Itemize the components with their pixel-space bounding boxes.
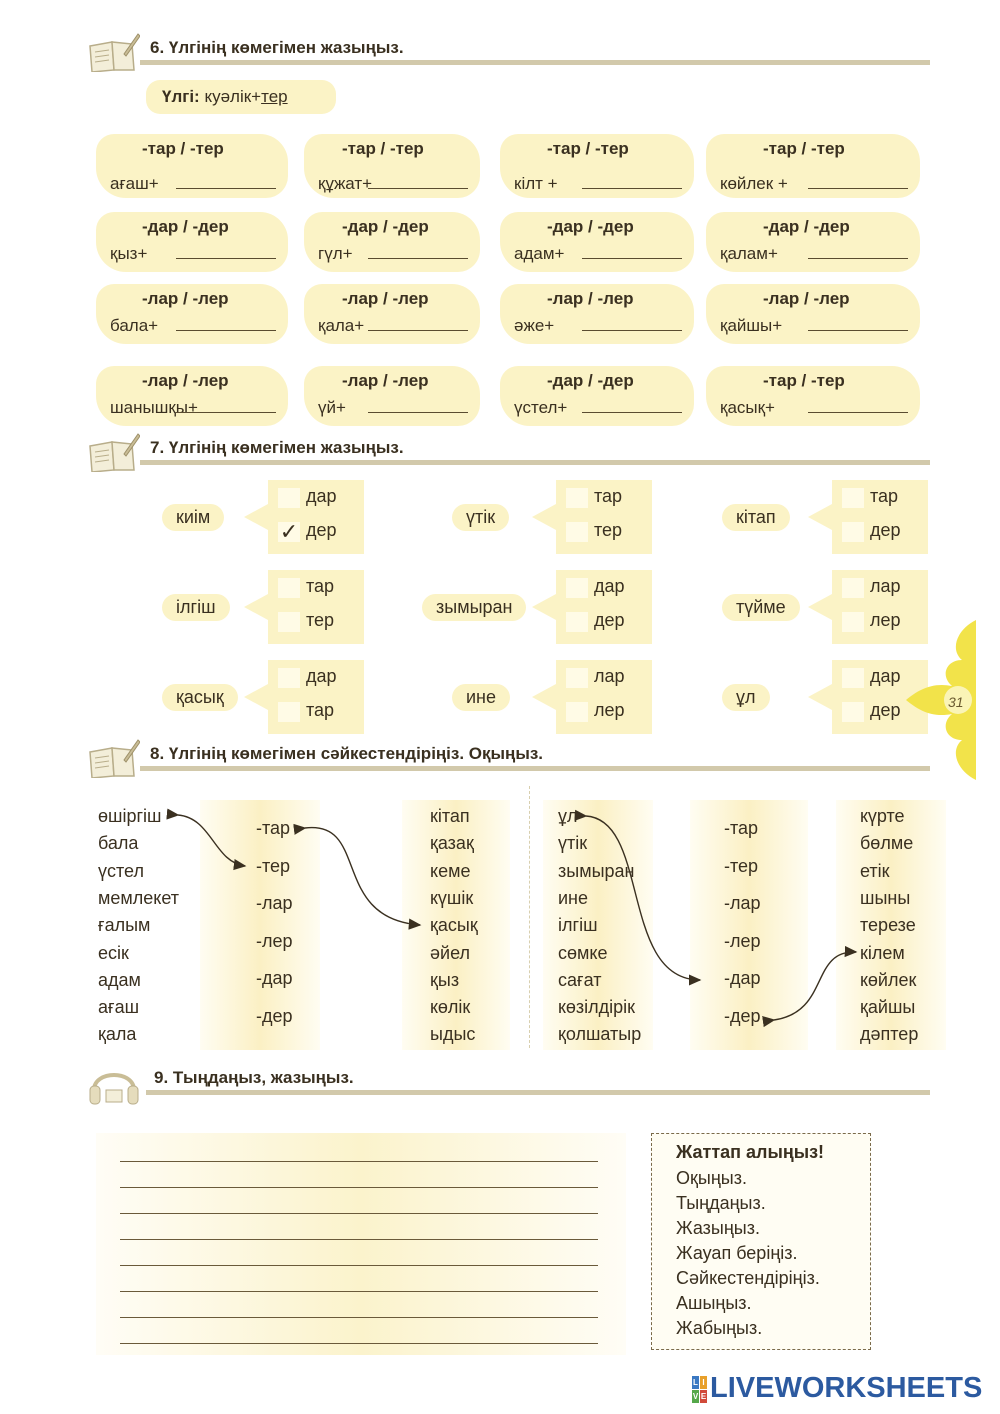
- writing-line[interactable]: [120, 1317, 598, 1318]
- card-suffix: -тар / -тер: [342, 139, 424, 158]
- logo-letter-e: E: [700, 1392, 707, 1401]
- match-word-left-target[interactable]: күшік: [430, 887, 474, 908]
- logo-letter-i: I: [700, 1376, 707, 1389]
- option-label: тар: [594, 486, 623, 506]
- match-suffix-left[interactable]: -лер: [256, 930, 293, 951]
- arrow-1: [178, 815, 245, 866]
- match-word-left-target[interactable]: көлік: [430, 997, 471, 1018]
- option-label: дер: [870, 520, 901, 540]
- match-word-right[interactable]: қолшатыр: [558, 1024, 642, 1045]
- match-word-left[interactable]: өшіргіш: [98, 806, 162, 826]
- match-word-left-target[interactable]: қыз: [430, 969, 460, 990]
- writing-line[interactable]: [120, 1343, 598, 1344]
- writing-line[interactable]: [120, 1161, 598, 1162]
- memo-line: Жазыңыз.: [676, 1218, 760, 1238]
- card-stem: қыз+: [110, 244, 148, 263]
- match-suffix-right[interactable]: -тер: [724, 855, 759, 876]
- match-word-right-target[interactable]: шыны: [860, 887, 911, 908]
- match-word-right-target[interactable]: күрте: [860, 806, 905, 826]
- word-chip: ұл: [722, 684, 770, 711]
- page-number: 31: [948, 694, 964, 710]
- match-word-left[interactable]: ағаш: [98, 997, 140, 1018]
- match-suffix-right[interactable]: -дар: [724, 968, 761, 988]
- card-stem: қасық+: [720, 398, 775, 417]
- word-chip: үтік: [452, 504, 509, 531]
- card-suffix: -тар / -тер: [763, 139, 845, 158]
- section-7-title: 7. Үлгінің көмегімен жазыңыз.: [150, 438, 404, 457]
- memo-line: Сәйкестендіріңіз.: [676, 1268, 820, 1288]
- match-suffix-left[interactable]: -лар: [256, 893, 293, 913]
- arrow-2: [305, 828, 420, 925]
- match-word-left[interactable]: ғалым: [98, 915, 151, 936]
- memo-line: Оқыңыз.: [676, 1168, 747, 1188]
- match-word-left-target[interactable]: қазақ: [430, 833, 474, 854]
- card-suffix: -дар / -дер: [547, 371, 634, 390]
- card-stem: адам+: [514, 244, 565, 263]
- card-suffix: -тар / -тер: [763, 371, 845, 390]
- example-label: Үлгі:: [162, 87, 200, 106]
- word-chip: түйме: [722, 594, 800, 621]
- word-chip: ине: [452, 684, 510, 711]
- match-word-right-target[interactable]: кілем: [860, 942, 905, 963]
- card-suffix: -лар / -лер: [763, 289, 850, 308]
- card-suffix: -дар / -дер: [142, 217, 229, 236]
- section-9-title: 9. Тыңдаңыз, жазыңыз.: [154, 1068, 354, 1087]
- card-stem: бала+: [110, 316, 159, 335]
- match-suffix-right[interactable]: -лер: [724, 930, 761, 951]
- option-label: тар: [870, 486, 899, 506]
- match-suffix-left[interactable]: -дар: [256, 968, 293, 988]
- logo-text: LIVEWORKSHEETS: [710, 1372, 983, 1404]
- match-word-left[interactable]: қала: [98, 1024, 137, 1045]
- section-9-header: [88, 1062, 930, 1102]
- match-word-left-target[interactable]: ыдыс: [430, 1024, 476, 1045]
- word-chip: кітап: [722, 504, 790, 531]
- word-chip: киім: [162, 504, 224, 531]
- match-word-left[interactable]: үстел: [98, 860, 144, 881]
- card-suffix: -лар / -лер: [142, 289, 229, 308]
- option-label: тер: [306, 610, 335, 630]
- writing-line[interactable]: [120, 1213, 598, 1214]
- match-word-right-target[interactable]: дәптер: [860, 1024, 919, 1045]
- match-word-right-target[interactable]: бөлме: [860, 833, 914, 854]
- card-suffix: -дар / -дер: [547, 217, 634, 236]
- memo-line: Жауап беріңіз.: [676, 1243, 798, 1263]
- card-stem: шанышқы+: [110, 398, 198, 417]
- match-word-right[interactable]: үтік: [558, 833, 588, 854]
- match-word-right[interactable]: көзілдірік: [558, 997, 636, 1018]
- arrow-4: [774, 952, 856, 1020]
- word-chip: қасық: [162, 684, 238, 711]
- option-label: тер: [594, 520, 623, 540]
- arrow-3: [586, 816, 700, 980]
- memo-line: Ашыңыз.: [676, 1293, 752, 1313]
- match-word-right-target[interactable]: етік: [860, 860, 890, 881]
- card-stem: үй+: [318, 398, 346, 417]
- card-suffix: -лар / -лер: [342, 371, 429, 390]
- word-chip: ілгіш: [162, 594, 230, 621]
- section-8-title: 8. Үлгінің көмегімен сәйкестендіріңіз. Оқыңыз.: [150, 744, 544, 763]
- example-suffix: тер: [261, 87, 288, 106]
- memo-line: Тыңдаңыз.: [676, 1193, 766, 1213]
- card-stem: үстел+: [514, 398, 568, 417]
- option-label: тар: [306, 700, 335, 720]
- match-suffix-right[interactable]: -дер: [724, 1005, 761, 1026]
- card-suffix: -дар / -дер: [342, 217, 429, 236]
- match-word-right[interactable]: сөмке: [558, 942, 608, 963]
- option-label: лер: [594, 700, 625, 720]
- writing-line[interactable]: [120, 1239, 598, 1240]
- card-stem: әже+: [514, 316, 555, 335]
- match-word-left-target[interactable]: әйел: [430, 942, 470, 963]
- match-word-right-target[interactable]: терезе: [860, 915, 916, 936]
- option-label: дер: [870, 700, 901, 720]
- option-label: лар: [594, 666, 625, 686]
- writing-line[interactable]: [120, 1291, 598, 1292]
- match-word-right[interactable]: ине: [558, 887, 589, 908]
- card-stem: қала+: [318, 316, 365, 335]
- card-stem: көйлек +: [720, 174, 788, 193]
- match-word-right-target[interactable]: көйлек: [860, 969, 917, 990]
- match-word-left-target[interactable]: кітап: [430, 806, 470, 826]
- card-suffix: -лар / -лер: [547, 289, 634, 308]
- match-word-left-target[interactable]: қасық: [430, 915, 478, 936]
- match-word-left[interactable]: бала: [98, 833, 139, 854]
- card-stem: қайшы+: [720, 316, 783, 335]
- option-label: дар: [870, 666, 901, 686]
- option-label: тар: [306, 576, 335, 596]
- option-label: дер: [594, 610, 625, 630]
- logo-letter-l: L: [693, 1378, 698, 1387]
- card-suffix: -лар / -лер: [142, 371, 229, 390]
- match-word-right[interactable]: ілгіш: [558, 915, 598, 936]
- match-word-left[interactable]: адам: [98, 969, 141, 990]
- card-suffix: -лар / -лер: [342, 289, 429, 308]
- section-6-title: 6. Үлгінің көмегімен жазыңыз.: [150, 38, 404, 57]
- section-9-rule: [146, 1090, 930, 1095]
- card-suffix: -тар / -тер: [547, 139, 629, 158]
- match-word-right[interactable]: сағат: [558, 969, 602, 990]
- card-suffix: -дар / -дер: [763, 217, 850, 236]
- logo-letter-grid: [692, 1376, 708, 1404]
- match-word-left-target[interactable]: кеме: [430, 860, 471, 881]
- memo-line: Жабыңыз.: [676, 1318, 763, 1338]
- match-word-left[interactable]: мемлекет: [98, 887, 180, 908]
- match-word-right[interactable]: ұл: [558, 806, 578, 826]
- writing-line[interactable]: [120, 1187, 598, 1188]
- card-stem: ағаш+: [110, 174, 159, 193]
- memo-title: Жаттап алыңыз!: [676, 1142, 825, 1162]
- option-label: дар: [306, 666, 337, 686]
- writing-line[interactable]: [120, 1265, 598, 1266]
- memorize-box: [651, 1133, 871, 1350]
- example-stem: куәлік+: [199, 87, 262, 106]
- answer-checkbox[interactable]: ✓: [279, 519, 299, 544]
- headphones-icon: [88, 1056, 140, 1108]
- match-suffix-left[interactable]: -тар: [256, 818, 291, 838]
- option-label: дар: [306, 486, 337, 506]
- word-chip: зымыран: [422, 594, 526, 621]
- option-label: дар: [594, 576, 625, 596]
- match-word-left[interactable]: есік: [98, 942, 129, 963]
- card-stem: құжат+: [318, 174, 373, 193]
- dictation-writing-area[interactable]: [96, 1133, 626, 1355]
- card-stem: қалам+: [720, 244, 778, 263]
- logo-letter-v: V: [692, 1392, 699, 1401]
- card-suffix: -тар / -тер: [142, 139, 224, 158]
- option-label: лар: [870, 576, 901, 596]
- match-suffix-left[interactable]: -тер: [256, 855, 291, 876]
- match-suffix-right[interactable]: -лар: [724, 893, 761, 913]
- card-stem: кілт +: [514, 174, 558, 193]
- match-suffix-right[interactable]: -тар: [724, 818, 759, 838]
- option-label: дер: [306, 520, 337, 540]
- option-label: лер: [870, 610, 901, 630]
- match-word-right-target[interactable]: қайшы: [860, 997, 916, 1018]
- match-word-right[interactable]: зымыран: [558, 860, 635, 881]
- card-stem: гүл+: [318, 244, 353, 263]
- match-suffix-left[interactable]: -дер: [256, 1005, 293, 1026]
- liveworksheets-logo: [692, 1372, 992, 1408]
